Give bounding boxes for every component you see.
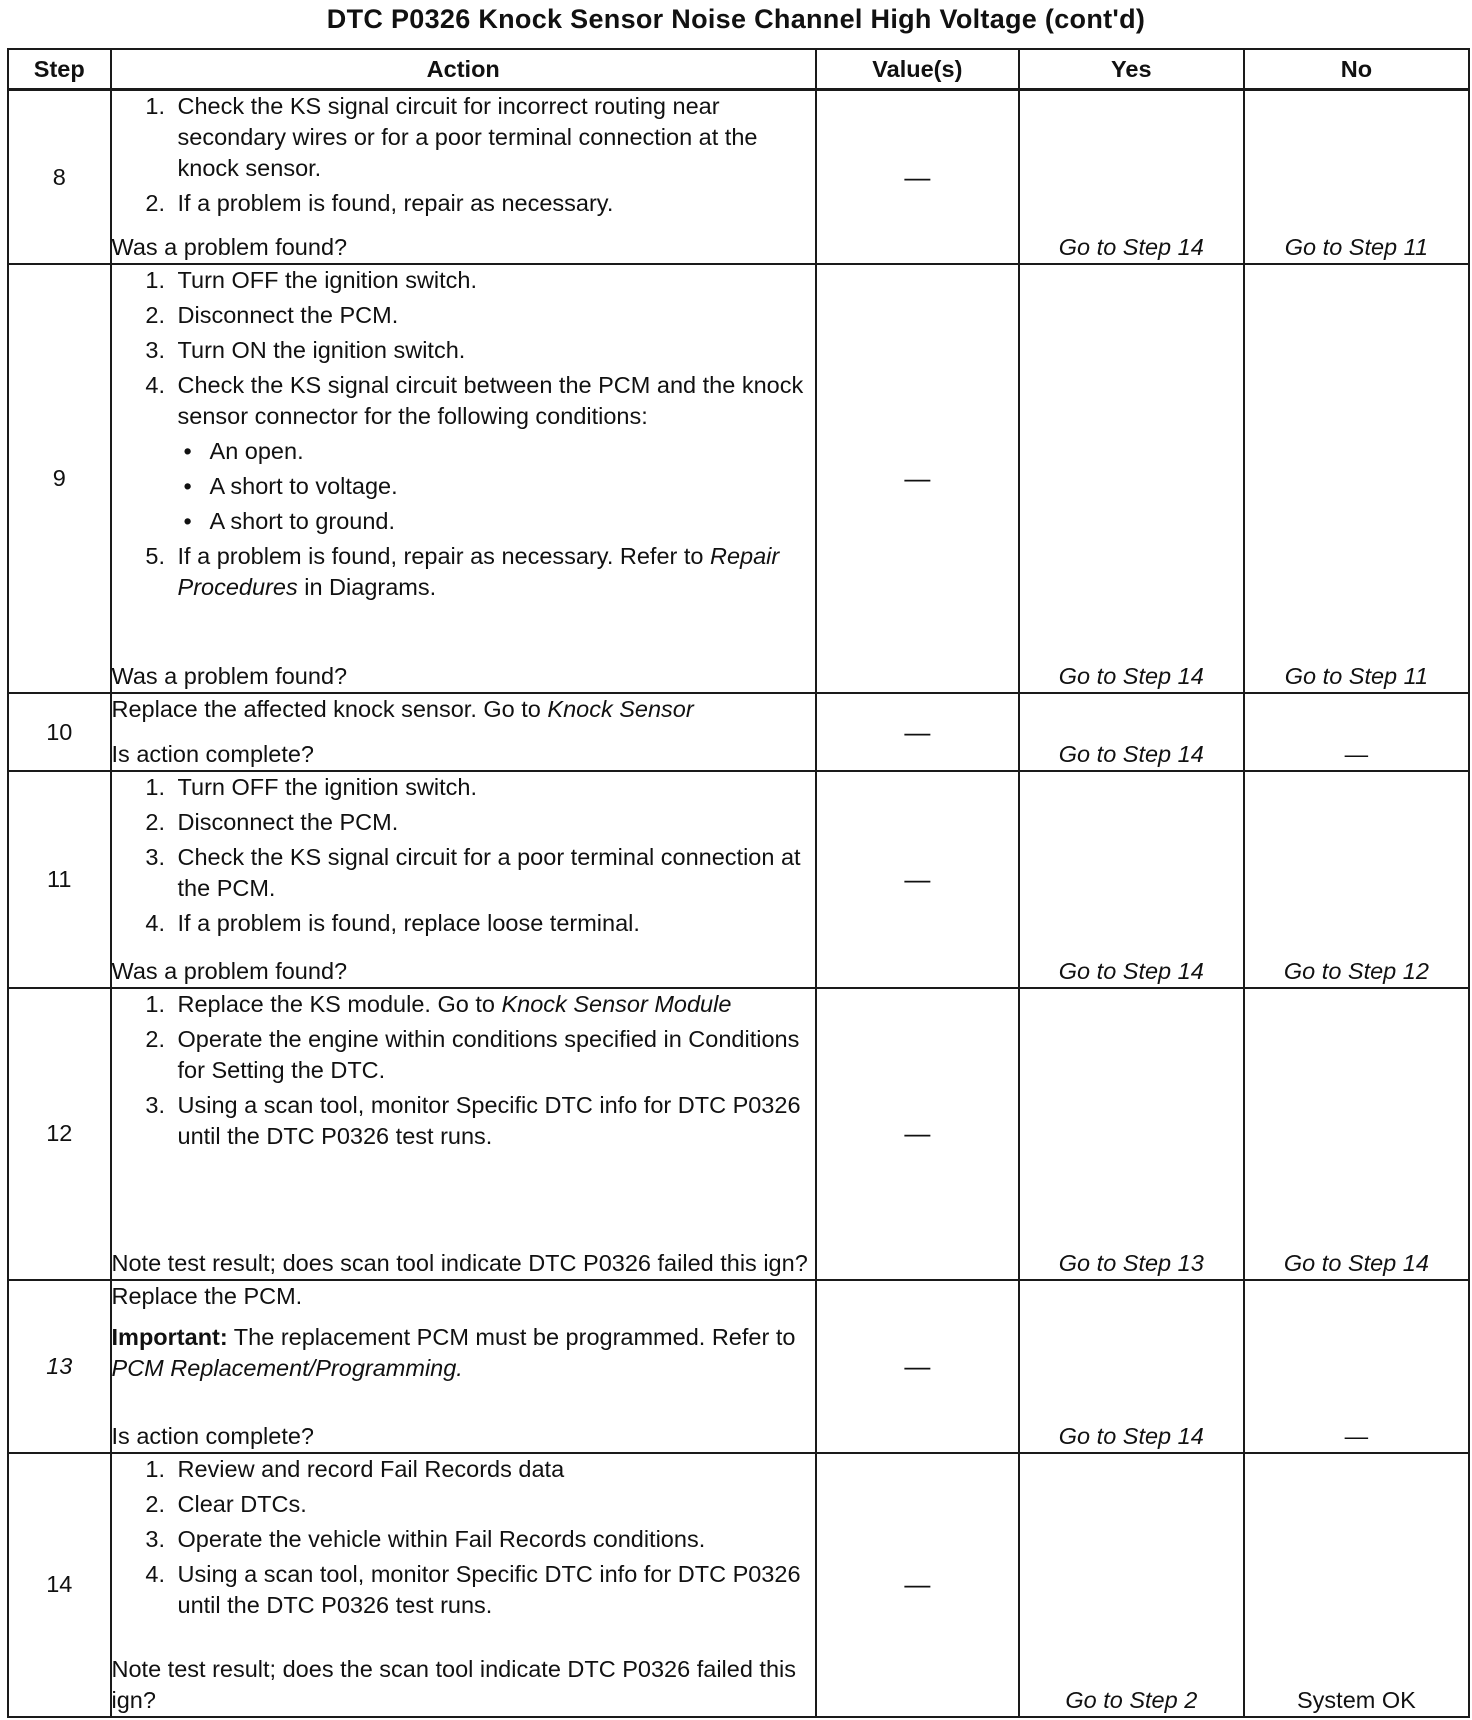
action-steps	[112, 91, 815, 223]
table-row-step-12	[8, 988, 1469, 1280]
important-text: The replacement PCM must be programmed. Refer to	[227, 1323, 796, 1350]
action-cell	[111, 771, 816, 988]
yes-cell: Go to Step 14	[1019, 90, 1244, 265]
action-text: Replace the PCM.	[111, 1282, 303, 1309]
action-step: 2. Operate the engine within conditions specified in Conditions for Setting the DTC.	[172, 1024, 815, 1086]
question: Was a problem found?	[111, 234, 348, 261]
table-row-step-10	[8, 693, 1469, 771]
condition-item: • An open.	[208, 436, 815, 467]
reference-link[interactable]: Knock Sensor	[547, 696, 694, 723]
action-step-text: If a problem is found, repair as necessary. Refer to	[177, 543, 710, 570]
no-cell: Go to Step 12	[1244, 771, 1469, 988]
action-cell	[111, 988, 816, 1280]
action-step: 3. Operate the vehicle within Fail Records conditions.	[172, 1524, 815, 1555]
action-steps	[112, 265, 815, 607]
table-row-step-11	[8, 771, 1469, 988]
yes-cell: Go to Step 2	[1019, 1453, 1244, 1717]
question: Is action complete?	[111, 741, 314, 768]
header-no: No	[1244, 49, 1469, 90]
action-step-text: Check the KS signal circuit between the PCM and the knock sensor connector for the following conditions:	[177, 372, 804, 430]
action-steps	[112, 772, 815, 943]
action-step: 2. If a problem is found, repair as necessary.	[172, 188, 815, 219]
step-number: 9	[8, 264, 111, 693]
action-cell	[111, 693, 816, 771]
question: Is action complete?	[111, 1422, 314, 1449]
table-row-step-14	[8, 1453, 1469, 1717]
header-step: Step	[8, 49, 111, 90]
question: Note test result; does scan tool indicate DTC P0326 failed this ign?	[111, 1249, 808, 1276]
header-action: Action	[111, 49, 816, 90]
action-step: 2. Clear DTCs.	[172, 1489, 815, 1520]
action-step: 1. Review and record Fail Records data	[172, 1454, 815, 1485]
action-step: 1. Check the KS signal circuit for incorrect routing near secondary wires or for a poor terminal connection at the knock sensor.	[172, 91, 815, 184]
important-label: Important:	[111, 1323, 228, 1350]
yes-cell: Go to Step 14	[1019, 693, 1244, 771]
action-step: 3. Using a scan tool, monitor Specific DTC info for DTC P0326 until the DTC P0326 test runs.	[172, 1090, 815, 1152]
action-cell	[111, 1453, 816, 1717]
yes-cell: Go to Step 14	[1019, 264, 1244, 693]
header-values: Value(s)	[816, 49, 1019, 90]
action-step: 3. Turn ON the ignition switch.	[172, 335, 815, 366]
step-number: 13	[8, 1280, 111, 1453]
action-step-text: Replace the KS module. Go to	[177, 991, 502, 1017]
diagnostic-table	[7, 48, 1470, 1718]
value-cell: —	[816, 1280, 1019, 1453]
action-step	[172, 370, 815, 537]
value-cell: —	[816, 771, 1019, 988]
action-step: 2. Disconnect the PCM.	[172, 300, 815, 331]
reference-link[interactable]: Repair Procedures	[177, 543, 780, 601]
step-number: 14	[8, 1453, 111, 1717]
condition-list	[178, 436, 815, 537]
action-step	[172, 541, 815, 603]
action-step	[172, 989, 815, 1020]
table-row-step-8	[8, 90, 1469, 265]
yes-cell: Go to Step 14	[1019, 1280, 1244, 1453]
action-cell	[111, 1280, 816, 1453]
question: Note test result; does the scan tool indicate DTC P0326 failed this ign?	[111, 1656, 796, 1713]
no-cell: —	[1244, 1280, 1469, 1453]
action-step: 1. Turn OFF the ignition switch.	[172, 265, 815, 296]
step-number: 11	[8, 771, 111, 988]
table-row-step-13	[8, 1280, 1469, 1453]
action-cell	[111, 264, 816, 693]
yes-cell: Go to Step 13	[1019, 988, 1244, 1280]
action-step-text: Replace the affected knock sensor. Go to	[111, 696, 548, 723]
header-yes: Yes	[1019, 49, 1244, 90]
action-step: 1. Turn OFF the ignition switch.	[172, 772, 815, 803]
important-note	[112, 1322, 815, 1384]
value-cell: —	[816, 988, 1019, 1280]
action-step-suffix: in Diagrams.	[297, 574, 437, 601]
page-title: DTC P0326 Knock Sensor Noise Channel High Voltage (cont'd)	[326, 4, 1146, 34]
action-step: 4. Using a scan tool, monitor Specific DTC info for DTC P0326 until the DTC P0326 test runs.	[172, 1559, 815, 1621]
no-cell: System OK	[1244, 1453, 1469, 1717]
step-number: 8	[8, 90, 111, 265]
table-header-row	[8, 49, 1469, 90]
question: Was a problem found?	[111, 663, 348, 690]
no-cell: Go to Step 11	[1244, 90, 1469, 265]
step-number: 10	[8, 693, 111, 771]
reference-link[interactable]: Knock Sensor Module	[501, 991, 732, 1017]
value-cell: —	[816, 90, 1019, 265]
value-cell: —	[816, 693, 1019, 771]
action-steps	[112, 1454, 815, 1625]
question: Was a problem found?	[111, 958, 348, 984]
value-cell: —	[816, 264, 1019, 693]
reference-link[interactable]: PCM Replacement/Programming.	[111, 1354, 463, 1381]
action-step: 4. If a problem is found, replace loose terminal.	[172, 908, 815, 939]
no-cell: Go to Step 11	[1244, 264, 1469, 693]
step-number: 12	[8, 988, 111, 1280]
condition-item: • A short to ground.	[208, 506, 815, 537]
no-cell: Go to Step 14	[1244, 988, 1469, 1280]
value-cell: —	[816, 1453, 1019, 1717]
action-step: 2. Disconnect the PCM.	[172, 807, 815, 838]
action-cell	[111, 90, 816, 265]
action-text	[112, 694, 815, 725]
action-steps	[112, 989, 815, 1156]
condition-item: • A short to voltage.	[208, 471, 815, 502]
yes-cell: Go to Step 14	[1019, 771, 1244, 988]
no-cell: —	[1244, 693, 1469, 771]
table-row-step-9	[8, 264, 1469, 693]
action-step: 3. Check the KS signal circuit for a poor terminal connection at the PCM.	[172, 842, 815, 904]
